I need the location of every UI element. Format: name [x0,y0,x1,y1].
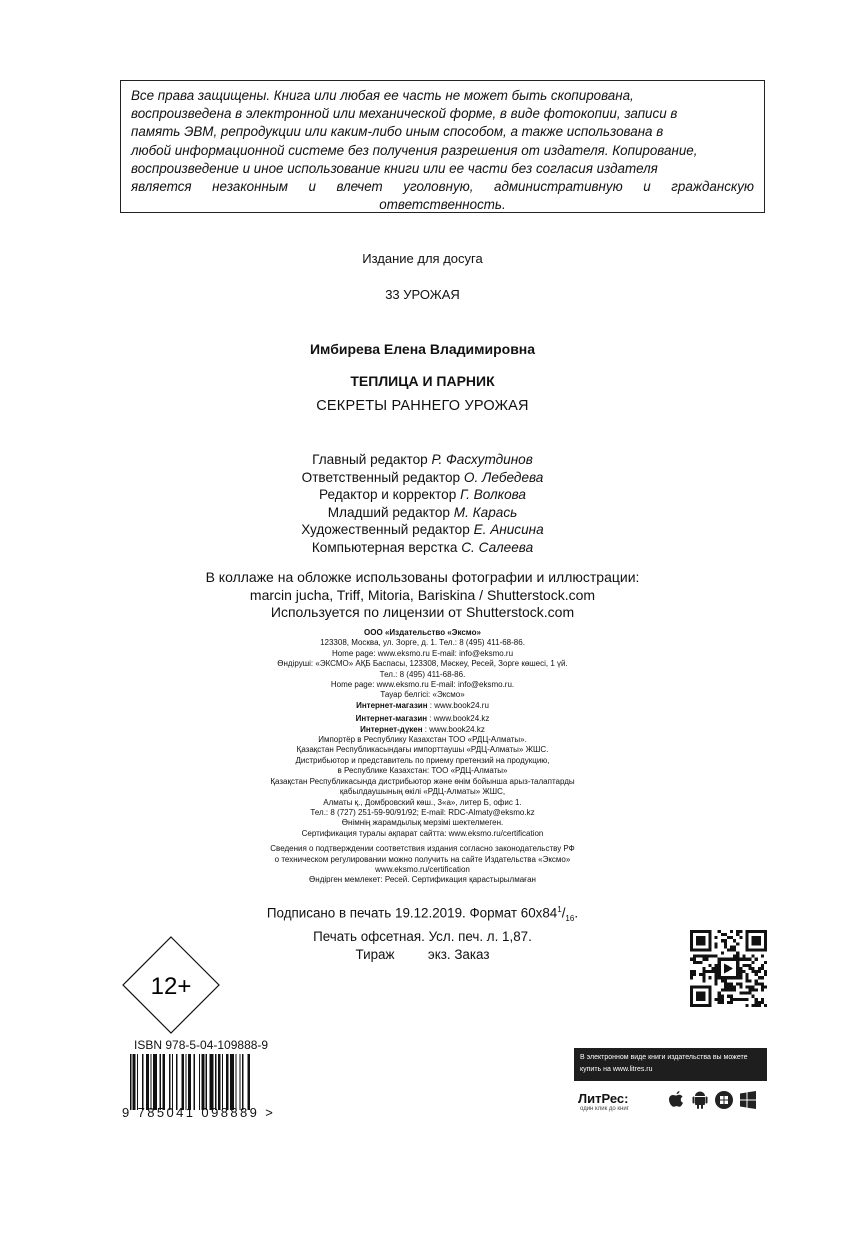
kz-line: Алматы қ., Домбровский көш., 3«а», литер Б, офис 1. [323,797,522,807]
publisher-info [0,628,845,886]
staff-row: Компьютерная верстка С. Салеева [311,539,534,555]
kz-line: Сертификация туралы ақпарат сайтта: www.eksmo.ru/certification [301,828,544,838]
pub-line: Тел.: 8 (495) 411-68-86. [379,669,466,679]
cert-line: Өндірген мемлекет: Ресей. Сертификация қарастырылмаған [309,875,536,885]
barcode [130,1054,290,1110]
shop-line: Интернет-магазин : www.book24.ru [356,700,489,710]
apple-icon [666,1090,686,1110]
android-icon [690,1090,710,1110]
platform-icons [666,1090,758,1110]
copyright-line: Все права защищены. Книга или любая ее часть не может быть скопирована, [131,88,634,103]
windows-icon [738,1090,758,1110]
book-subtitle: СЕКРЕТЫ РАННЕГО УРОЖАЯ [316,398,529,414]
kz-line: Қазақстан Республикасында дистрибьютор және өнім бойынша арыз-талаптарды [270,776,575,786]
staff-row: Младший редактор М. Карась [327,504,518,520]
kz-line: Импортёр в Республику Казахстан ТОО «РДЦ-Алматы». [318,735,527,745]
pub-line: 123308, Москва, ул. Зорге, д. 1. Тел.: 8 (495) 411-68-86. [320,638,525,648]
copyright-line: является незаконным и влечет уголовную, административную и гражданскую [131,179,754,195]
qr-code [690,930,767,1007]
copyright-line: воспроизведение и иное использование книги или ее части без согласия издателя [131,160,658,176]
age-rating-text: 12+ [150,973,192,1000]
litres-banner [574,1048,767,1081]
author-name: Имбирева Елена Владимировна [309,341,536,357]
copyright-notice [120,80,765,213]
image-credits [0,569,845,622]
pub-line: Өндіруші: «ЭКСМО» АҚБ Баспасы, 123308, Мәскеу, Ресей, Зорге көшесі, 1 үй. [277,659,568,669]
litres-banner-line: купить на www.litres.ru [580,1066,653,1073]
litres-banner-line: В электронном виде книги издательства вы можете [580,1054,748,1061]
edition-type: Издание для досуга [362,251,483,266]
staff-list [0,451,845,557]
book-title: ТЕПЛИЦА И ПАРНИК [350,373,495,389]
series-name: 33 УРОЖАЯ [385,287,460,302]
copyright-line: воспроизведена в электронной или механической форме, в виде фотокопии, записи в [131,106,678,122]
kz-line: қабылдаушының өкілі «РДЦ-Алматы» ЖШС, [339,787,506,797]
pub-line: Тауар белгісі: «Эксмо» [380,690,465,700]
pub-line: Home page: www.eksmo.ru E-mail: info@eksmo.ru. [330,680,515,690]
kz-line: Қазақстан Республикасындағы импорттаушы «РДЦ-Алматы» ЖШС. [296,745,549,755]
litres-tagline: один клик до книг [580,1106,629,1112]
staff-row: Главный редактор Р. Фасхутдинов [312,452,533,467]
windows-phone-icon [714,1090,734,1110]
staff-row: Ответственный редактор О. Лебедева [301,469,544,485]
kz-line: Дистрибьютор и представитель по приему претензий на продукцию, [295,755,550,765]
print-run-line: Тираж экз. Заказ [355,947,490,963]
cert-line: www.eksmo.ru/certification [375,864,470,874]
age-rating-badge [122,936,220,1034]
credit-line: marcin jucha, Triff, Mitoria, Bariskina / Shutterstock.com [249,586,596,603]
copyright-line: ответственность. [379,197,506,213]
copyright-line: любой информационной системе без получения разрешения от издателя. Копирование, [131,142,698,158]
copyright-line: память ЭВМ, репродукции или каким-либо иным способом, а также использована в [131,124,664,140]
litres-logo: ЛитРес: [578,1091,629,1106]
staff-row: Редактор и корректор Г. Волкова [318,487,526,503]
cert-line: о техническом регулировании можно получить на сайте Издательства «Эксмо» [274,854,571,864]
shop-line: Интернет-магазин : www.book24.kz [355,714,490,724]
publisher-name: ООО «Издательство «Эксмо» [364,628,481,637]
isbn: ISBN 978-5-04-109888-9 [134,1038,269,1052]
print-format-line: Подписано в печать 19.12.2019. Формат $60х84^1/_{16}$. [266,905,579,924]
kz-line: Өнімнің жарамдылық мерзімі шектелмеген. [341,818,504,828]
credit-line: В коллаже на обложке использованы фотографии и иллюстрации: [205,569,640,585]
pub-line: Home page: www.eksmo.ru E-mail: info@eksmo.ru [331,648,514,658]
credit-line: Используется по лицензии от Shutterstock.com [270,604,575,620]
cert-line: Сведения о подтверждении соответствия издания согласно законодательству РФ [270,844,575,854]
barcode-digits: 9 785041 098889 > [122,1105,276,1120]
print-sheets-line: Печать офсетная. Усл. печ. л. 1,87. [313,929,532,945]
kz-line: Тел.: 8 (727) 251-59-90/91/92; E-mail: RDC-Almaty@eksmo.kz [310,807,535,817]
staff-row: Художественный редактор Е. Анисина [301,522,544,538]
shop-line: Интернет-дүкен : www.book24.kz [360,724,485,734]
kz-line: в Республике Казахстан: ТОО «РДЦ-Алматы» [337,766,508,776]
